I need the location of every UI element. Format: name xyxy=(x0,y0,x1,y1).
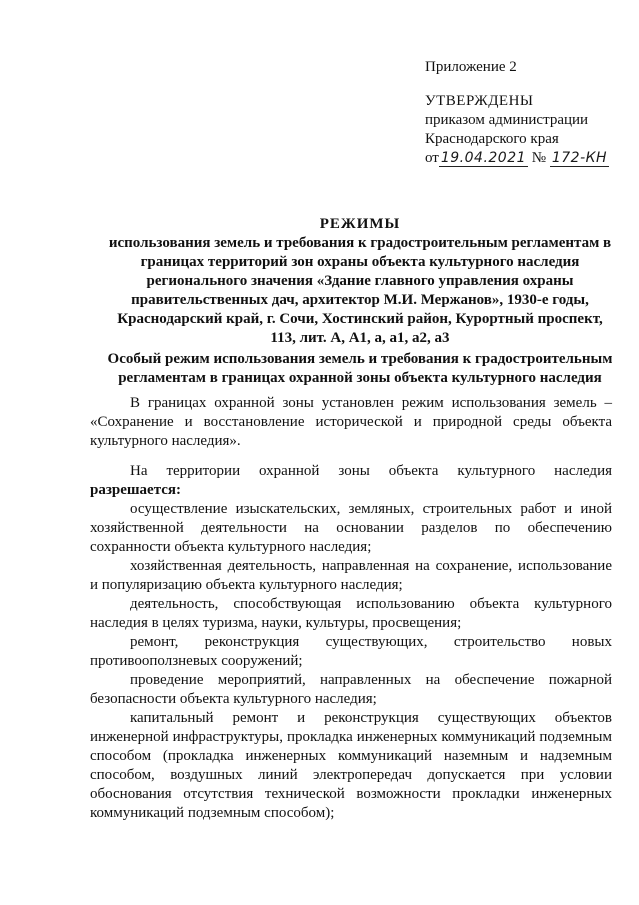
allowed-item: хозяйственная деятельность, направленная на сохранение, использование и популяризацию объекта культурного наследия; xyxy=(90,558,612,593)
title-line: границах территорий зон охраны объекта культурного наследия xyxy=(140,254,580,270)
approved-by: приказом администрации xyxy=(425,112,589,128)
allowed-lead: На территории охранной зоны объекта культурного наследия xyxy=(130,463,612,479)
order-prefix: от xyxy=(425,150,439,166)
order-line xyxy=(425,149,609,168)
allowed-lead-bold: разрешается: xyxy=(90,482,182,498)
order-date: 19.04.2021 xyxy=(440,150,527,166)
title-line: использования земель и требования к градостроительным регламентам в xyxy=(108,235,612,251)
section-heading xyxy=(90,350,630,388)
allowed-lead-paragraph xyxy=(90,462,612,500)
intro-text: В границах охранной зоны установлен режим использования земель – «Сохранение и восстановление исторической и природной среды объекта культурного наследия». xyxy=(90,395,612,449)
intro-paragraph xyxy=(90,394,612,451)
approved-region: Краснодарского края xyxy=(425,131,559,147)
allowed-item: ремонт, реконструкция существующих, строительство новых противооползневых сооружений; xyxy=(90,634,612,669)
allowed-section xyxy=(90,462,612,823)
allowed-item: деятельность, способствующая использованию объекта культурного наследия в целях туризма, науки, культуры, просвещения; xyxy=(90,596,612,631)
allowed-item: осуществление изыскательских, земляных, строительных работ и иной хозяйственной деятельности на основании разделов по обеспечению сохранности объекта культурного наследия; xyxy=(90,501,612,555)
section-heading-line: Особый режим использования земель и требования к градостроительным xyxy=(107,351,613,367)
order-number: 172-КН xyxy=(551,150,608,166)
title-heading: РЕЖИМЫ xyxy=(319,216,401,232)
title-line: Краснодарский край, г. Сочи, Хостинский район, Курортный проспект, xyxy=(117,311,603,327)
allowed-item: капитальный ремонт и реконструкция существующих объектов инженерной инфраструктуры, прокладка инженерных коммуникаций подземным способом (прокладка инженерных коммуникаций наземным и надземным способом, воздушных линий электропередач допускается при условии обоснования отсутствия технической возможности прокладки инженерных коммуникаций подземным способом); xyxy=(90,710,612,821)
title-line: правительственных дач, архитектор М.И. Мержанов», 1930-е годы, xyxy=(131,292,589,308)
order-number-label: № xyxy=(531,150,547,166)
approved-label: УТВЕРЖДЕНЫ xyxy=(425,93,534,109)
allowed-item: проведение мероприятий, направленных на обеспечение пожарной безопасности объекта культурного наследия; xyxy=(90,672,612,707)
title-line: 113, лит. А, А1, а, а1, а2, а3 xyxy=(270,330,450,346)
title-line: регионального значения «Здание главного управления охраны xyxy=(146,273,574,289)
appendix-label: Приложение 2 xyxy=(425,59,517,75)
section-heading-line: регламентам в границах охранной зоны объекта культурного наследия xyxy=(118,370,602,386)
document-title xyxy=(90,215,630,348)
approval-block xyxy=(425,92,609,168)
